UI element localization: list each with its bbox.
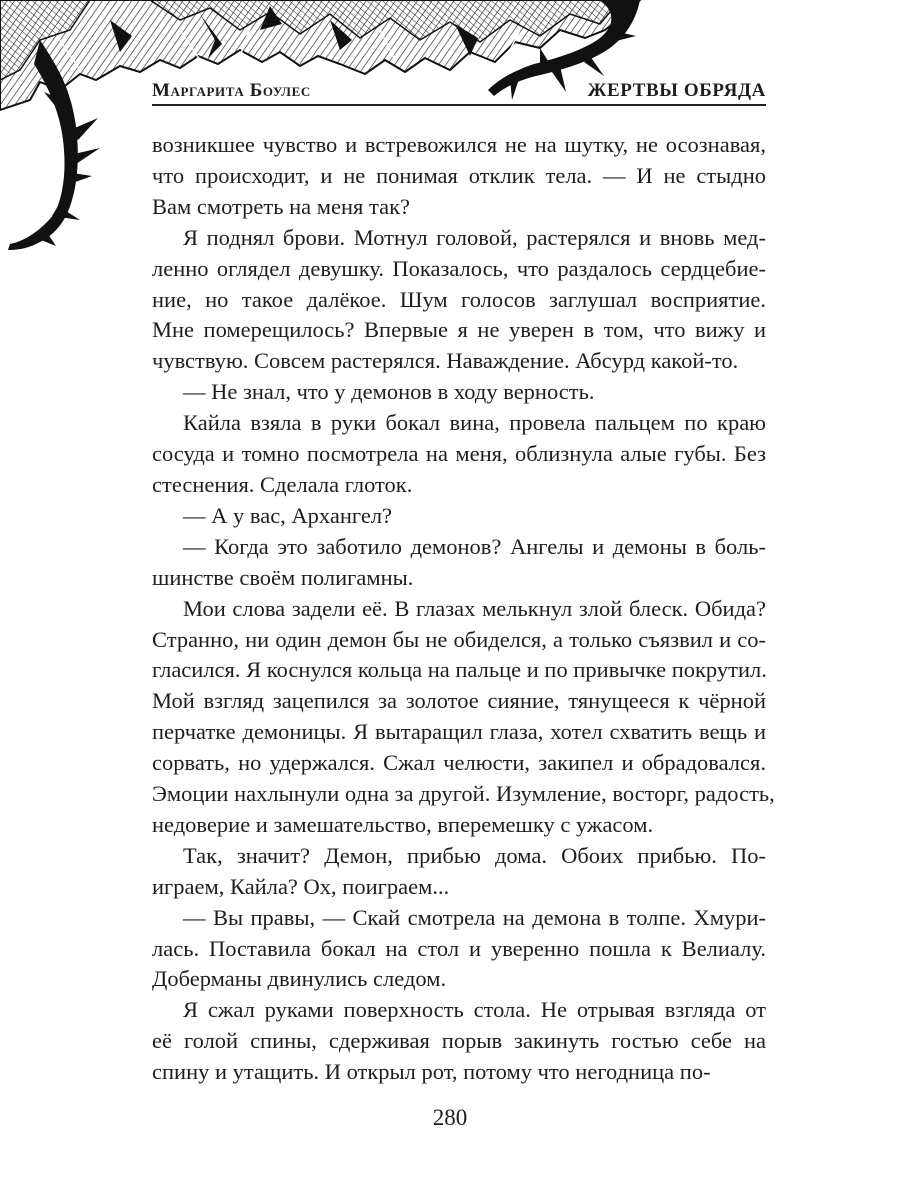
text-line: перчатке демоницы. Я вытаращил глаза, хотел схватить вещь и: [152, 719, 766, 745]
text-line: — Вы правы, — Скай смотрела на демона в толпе. Хмури-: [183, 904, 766, 930]
header-rule: [152, 104, 766, 106]
paragraph: [152, 903, 766, 996]
text-line: сосуда и томно посмотрела на меня, облизнула алые губы. Без: [152, 441, 766, 467]
paragraph: [152, 532, 766, 594]
text-line: спину и утащить. И открыл рот, потому что негодница по-: [152, 1059, 711, 1085]
text-line: — Не знал, что у демонов в ходу верность.: [183, 379, 595, 405]
text-line: Мне померещилось? Впервые я не уверен в том, что вижу и: [152, 317, 766, 343]
paragraph: [152, 841, 766, 903]
paragraph: [152, 501, 766, 532]
text-line: что происходит, и не понимая отклик тела. — И не стыдно: [152, 162, 766, 188]
text-line: — Когда это заботило демонов? Ангелы и демоны в боль-: [183, 533, 766, 559]
text-line: недоверие и замешательство, вперемешку с ужасом.: [152, 811, 654, 837]
text-line: Я поднял брови. Мотнул головой, растерялся и вновь мед-: [183, 224, 766, 250]
text-line: — А у вас, Архангел?: [183, 502, 393, 528]
text-line: Так, значит? Демон, прибью дома. Обоих прибью. По-: [183, 842, 766, 868]
text-line: возникшее чувство и встревожился не на шутку, не осознавая,: [152, 132, 766, 157]
body-text: [152, 130, 775, 1088]
text-line: Эмоции нахлынули одна за другой. Изумление, восторг, радость,: [152, 781, 775, 807]
paragraph: [152, 995, 766, 1088]
text-line: шинстве своём полигамны.: [152, 564, 414, 590]
page-number: 280: [432, 1105, 468, 1130]
paragraph: [152, 408, 766, 501]
text-line: стеснения. Сделала глоток.: [152, 471, 413, 497]
text-line: Вам смотреть на меня так?: [152, 193, 411, 219]
text-line: сорвать, но удержался. Сжал челюсти, закипел и обрадовался.: [152, 750, 766, 776]
running-header-title: ЖЕРТВЫ ОБРЯДА: [587, 80, 766, 101]
text-line: её голой спины, сдерживая порыв закинуть гостью себе на: [152, 1028, 766, 1054]
running-header-author: Маргарита Боулес: [152, 80, 311, 101]
text-line: чувствую. Совсем растерялся. Наваждение. Абсурд какой-то.: [152, 348, 739, 374]
text-line: ние, но такое далёкое. Шум голосов заглушал восприятие.: [152, 286, 766, 312]
paragraph: [152, 223, 766, 378]
text-line: гласился. Я коснулся кольца на пальце и по привычке покрутил.: [152, 657, 767, 683]
text-line: лась. Поставила бокал на стол и уверенно пошла к Велиалу.: [152, 935, 766, 961]
text-line: Странно, ни один демон бы не обиделся, а только съязвил и со-: [152, 626, 766, 652]
paragraph: [152, 130, 766, 223]
paragraph: [152, 377, 766, 408]
text-line: Мои слова задели её. В глазах мелькнул злой блеск. Обида?: [183, 595, 766, 621]
text-line: Мой взгляд зацепился за золотое сияние, тянущееся к чёрной: [152, 688, 766, 714]
text-line: играем, Кайла? Ох, поиграем...: [152, 873, 450, 899]
text-line: Доберманы двинулись следом.: [152, 966, 447, 992]
text-line: ленно оглядел девушку. Показалось, что раздалось сердцебие-: [152, 255, 766, 281]
paragraph: [152, 594, 775, 841]
text-line: Кайла взяла в руки бокал вина, провела пальцем по краю: [183, 410, 766, 436]
text-line: Я сжал руками поверхность стола. Не отрывая взгляда от: [183, 997, 766, 1023]
running-header: [152, 78, 766, 106]
